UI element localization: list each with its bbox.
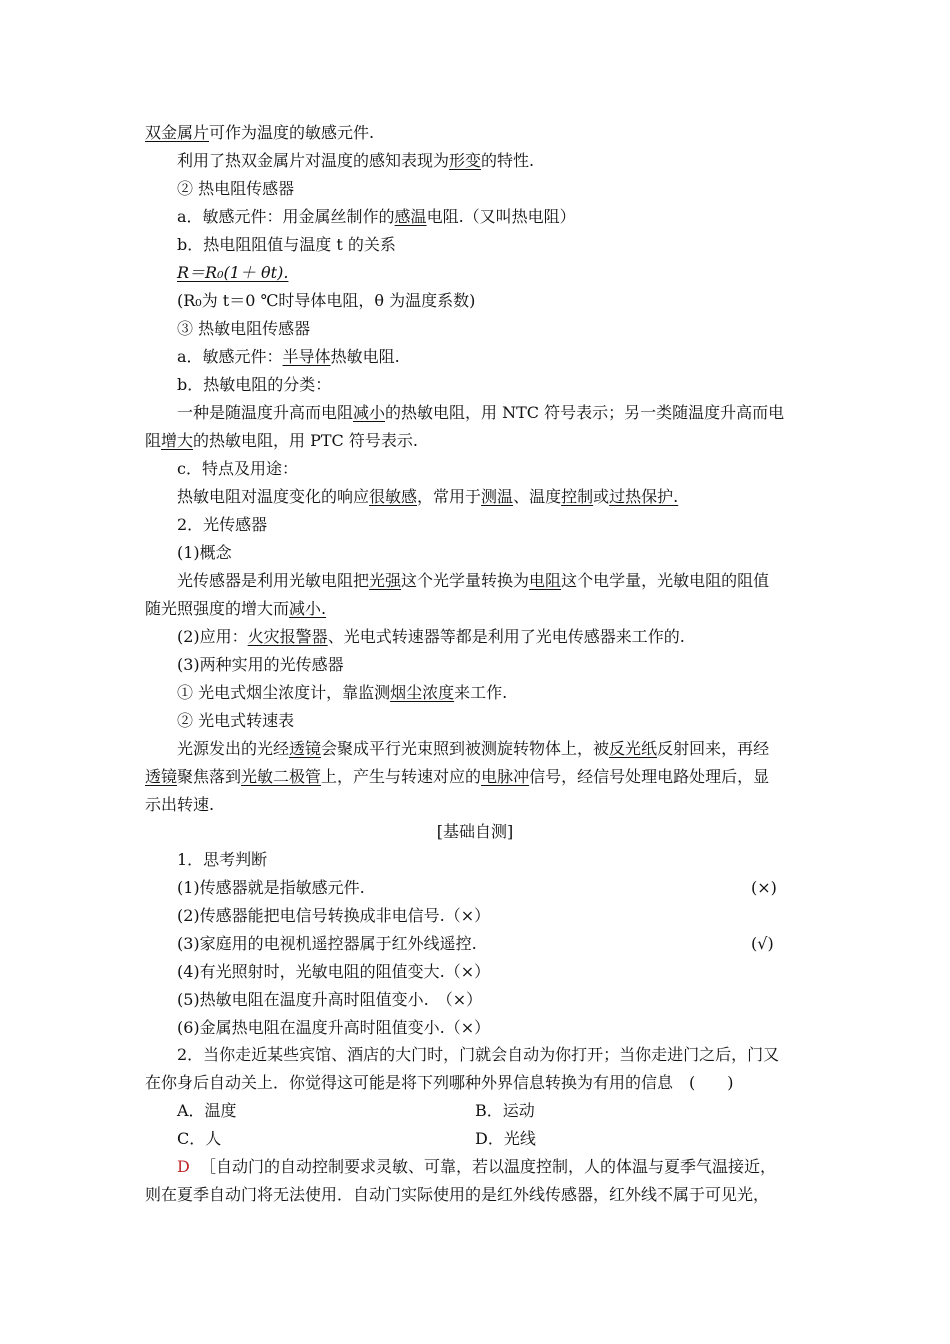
text-line: ② 光电式转速表 bbox=[177, 711, 295, 730]
text-line: 随光照强度的增大而减小. bbox=[145, 599, 327, 618]
section-heading: ③ 热敏电阻传感器 bbox=[177, 319, 311, 338]
judgment-item: (2)传感器能把电信号转换成非电信号.（×） bbox=[177, 906, 491, 925]
text-line: 示出转速. bbox=[145, 795, 215, 814]
option-d: D．光线 bbox=[475, 1129, 536, 1148]
text-line: 阻增大的热敏电阻，用 PTC 符号表示. bbox=[145, 431, 418, 450]
formula: R＝R₀(1＋ θt). bbox=[177, 263, 289, 282]
text-line: b．热敏电阻的分类： bbox=[177, 375, 332, 394]
judgment-item: (4)有光照射时，光敏电阻的阻值变大.（×） bbox=[177, 962, 491, 981]
option-c: C．人 bbox=[177, 1129, 222, 1148]
section-heading: 2．光传感器 bbox=[177, 515, 268, 534]
question-text: 2．当你走近某些宾馆、酒店的大门时，门就会自动为你打开；当你走进门之后，门又 bbox=[177, 1045, 780, 1064]
text-line: ① 光电式烟尘浓度计，靠监测烟尘浓度来工作. bbox=[177, 683, 508, 702]
explanation-line: D ［自动门的自动控制要求灵敏、可靠，若以温度控制，人的体温与夏季气温接近， bbox=[177, 1157, 777, 1176]
judgment-item: (5)热敏电阻在温度升高时阻值变小. （×） bbox=[177, 990, 483, 1009]
section-heading: ② 热电阻传感器 bbox=[177, 179, 295, 198]
text-line: (3)两种实用的光传感器 bbox=[177, 655, 344, 674]
option-a: A．温度 bbox=[177, 1101, 237, 1120]
explanation-line: 则在夏季自动门将无法使用．自动门实际使用的是红外线传感器，红外线不属于可见光， bbox=[145, 1185, 770, 1204]
text-line: c．特点及用途： bbox=[177, 459, 298, 478]
text-line: (R₀为 t＝0 ℃时导体电阻，θ 为温度系数) bbox=[177, 291, 476, 310]
text-line: 利用了热双金属片对温度的感知表现为形变的特性. bbox=[177, 151, 535, 170]
question-heading: 1．思考判断 bbox=[177, 850, 268, 869]
judgment-item: (1)传感器就是指敏感元件. bbox=[177, 878, 365, 897]
text-line: 光传感器是利用光敏电阻把光强这个光学量转换为电阻这个电学量，光敏电阻的阻值 bbox=[177, 571, 770, 590]
text-line: 透镜聚焦落到光敏二极管上，产生与转速对应的电脉冲信号，经信号处理电路处理后，显 bbox=[145, 767, 770, 786]
option-b: B．运动 bbox=[475, 1101, 535, 1120]
text-line: a．敏感元件：用金属丝制作的感温电阻.（又叫热电阻） bbox=[177, 207, 576, 226]
text-line: 双金属片可作为温度的敏感元件. bbox=[145, 123, 375, 142]
text-line: a．敏感元件：半导体热敏电阻. bbox=[177, 347, 400, 366]
answer-letter: D bbox=[177, 1157, 190, 1176]
text-line: b．热电阻阻值与温度 t 的关系 bbox=[177, 235, 396, 254]
text-line: 热敏电阻对温度变化的响应很敏感，常用于测温、温度控制或过热保护. bbox=[177, 487, 679, 506]
section-title: [基础自测] bbox=[436, 822, 514, 841]
question-text: 在你身后自动关上．你觉得这可能是将下列哪种外界信息转换为有用的信息 ( ) bbox=[145, 1073, 734, 1092]
text-line: (1)概念 bbox=[177, 543, 232, 562]
text-line: 一种是随温度升高而电阻减小的热敏电阻，用 NTC 符号表示；另一类随温度升高而电 bbox=[177, 403, 785, 422]
judgment-mark: (×) bbox=[751, 878, 777, 897]
text-line: 光源发出的光经透镜会聚成平行光束照到被测旋转物体上，被反光纸反射回来，再经 bbox=[177, 739, 770, 758]
judgment-mark: (√) bbox=[751, 934, 774, 953]
judgment-item: (3)家庭用的电视机遥控器属于红外线遥控. bbox=[177, 934, 477, 953]
judgment-item: (6)金属热电阻在温度升高时阻值变小.（×） bbox=[177, 1018, 491, 1037]
text-line: (2)应用：火灾报警器、光电式转速器等都是利用了光电传感器来工作的. bbox=[177, 627, 685, 646]
